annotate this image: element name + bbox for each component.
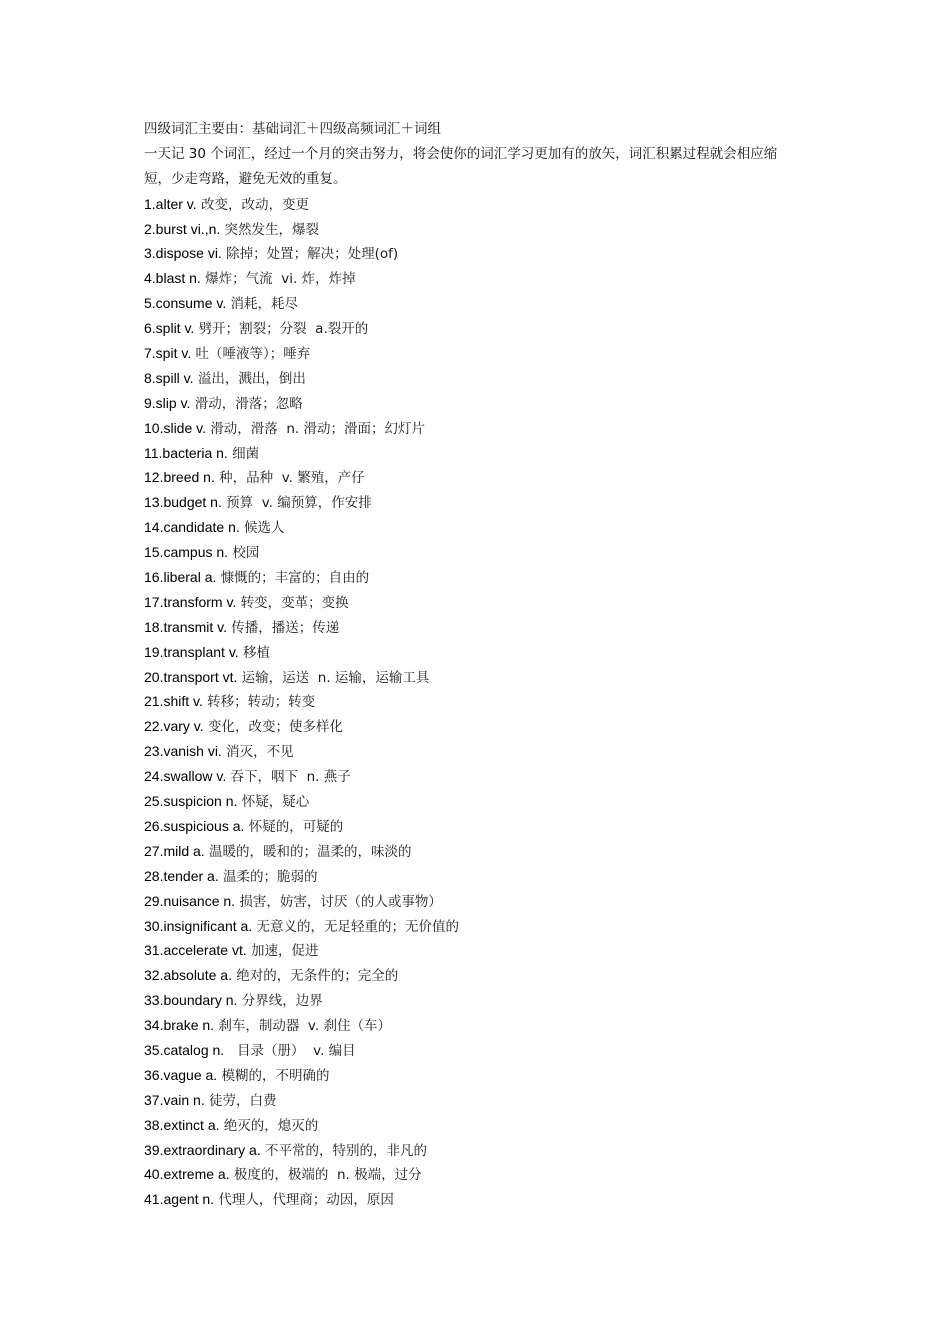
vocabulary-entry [144, 590, 824, 615]
entry-word: 19.transplant v. [144, 643, 239, 660]
entry-word: 3.dispose vi. [144, 245, 222, 262]
vocabulary-entry [144, 839, 824, 864]
entry-word: 12.breed n. [144, 469, 215, 486]
entry-definition: 候选人 [239, 520, 285, 537]
vocabulary-entry [144, 1138, 824, 1163]
vocabulary-entry [144, 490, 824, 515]
entry-word: 30.insignificant a. [144, 917, 253, 934]
entry-word: 20.transport vt. [144, 668, 238, 685]
entry-definition: 绝对的，无条件的；完全的 [231, 968, 399, 985]
vocabulary-entry [144, 1162, 824, 1187]
entry-definition: 除掉；处置；解决；处理(of) [221, 246, 399, 263]
entry-word: 38.extinct a. [144, 1116, 220, 1133]
entry-word: 17.transform v. [144, 593, 237, 610]
vocabulary-entry [144, 739, 824, 764]
vocabulary-entry [144, 665, 824, 690]
entry-word: 14.candidate n. [144, 519, 240, 536]
vocabulary-entry [144, 291, 824, 316]
entry-word: 9.slip v. [144, 394, 191, 411]
vocabulary-entry [144, 1088, 824, 1113]
entry-definition: 消灭，不见 [221, 744, 294, 761]
intro-line: 一天记 30 个词汇，经过一个月的突击努力，将会使你的词汇学习更加有的放矢，词汇积累过程就会相应缩 [144, 145, 778, 162]
vocabulary-entry [144, 416, 824, 441]
entry-definition: 吞下，咽下 n. 燕子 [226, 769, 351, 786]
intro-paragraph [144, 142, 824, 192]
vocabulary-entry [144, 914, 824, 939]
vocabulary-entry [144, 1113, 824, 1138]
entry-definition: 加速，促进 [246, 943, 319, 960]
vocabulary-entry [144, 764, 824, 789]
entry-definition: 怀疑，疑心 [237, 794, 310, 811]
vocabulary-entry [144, 789, 824, 814]
entry-definition: 爆炸；气流 vi. 炸，炸掉 [200, 271, 356, 288]
vocabulary-entry [144, 316, 824, 341]
document-body [144, 117, 824, 1212]
vocabulary-entry [144, 241, 824, 266]
entry-word: 2.burst vi.,n. [144, 220, 221, 237]
document-heading: 四级词汇主要由：基础词汇＋四级高频词汇＋词组 [144, 121, 441, 137]
entry-definition: 变化，改变；使多样化 [203, 719, 343, 736]
vocabulary-entry [144, 1013, 824, 1038]
vocabulary-entry [144, 814, 824, 839]
vocabulary-entry [144, 963, 824, 988]
entry-word: 32.absolute a. [144, 967, 232, 984]
entry-word: 10.slide v. [144, 419, 206, 436]
entry-word: 25.suspicion n. [144, 793, 238, 810]
vocabulary-entry [144, 217, 824, 242]
vocabulary-entry [144, 391, 824, 416]
entry-definition: 无意义的，无足轻重的；无价值的 [252, 918, 459, 935]
entry-definition: 移植 [238, 644, 270, 661]
entry-word: 15.campus n. [144, 544, 229, 561]
entry-definition: 温柔的；脆弱的 [218, 868, 318, 885]
entry-definition: 细菌 [227, 445, 260, 462]
entry-definition: 慷慨的；丰富的；自由的 [216, 570, 370, 587]
vocabulary-entry [144, 714, 824, 739]
entry-definition: 绝灭的，熄灭的 [219, 1117, 319, 1134]
entry-definition: 吐（唾液等）；唾弃 [191, 346, 311, 363]
entry-definition: 滑动，滑落 n. 滑动；滑面；幻灯片 [206, 420, 426, 437]
entry-word: 33.boundary n. [144, 992, 238, 1009]
entry-definition: 转移；转动；转变 [202, 694, 316, 711]
vocabulary-entry [144, 366, 824, 391]
entry-word: 8.spill v. [144, 369, 194, 386]
vocabulary-entry [144, 540, 824, 565]
entry-definition: 极度的，极端的 n. 极端，过分 [229, 1167, 422, 1184]
entry-word: 7.spit v. [144, 345, 192, 362]
entry-definition: 刹车，制动器 v. 刹住（车） [214, 1018, 391, 1035]
vocabulary-entry [144, 465, 824, 490]
vocabulary-entry [144, 938, 824, 963]
entry-word: 23.vanish vi. [144, 743, 222, 760]
vocabulary-entry [144, 441, 824, 466]
vocabulary-entry [144, 689, 824, 714]
entry-word: 6.split v. [144, 320, 195, 337]
entry-word: 18.transmit v. [144, 618, 227, 635]
vocabulary-entry [144, 615, 824, 640]
entry-word: 35.catalog n. [144, 1041, 225, 1058]
entry-word: 24.swallow v. [144, 768, 227, 785]
vocabulary-list [144, 192, 824, 1213]
entry-word: 40.extreme a. [144, 1166, 230, 1183]
entry-definition: 传播，播送；传递 [227, 619, 340, 636]
intro-line: 短，少走弯路，避免无效的重复。 [144, 170, 347, 187]
entry-definition: 种，品种 v. 繁殖，产仔 [214, 470, 365, 487]
vocabulary-entry [144, 1063, 824, 1088]
entry-definition: 模糊的，不明确的 [217, 1067, 330, 1084]
entry-word: 27.mild a. [144, 842, 205, 859]
entry-word: 21.shift v. [144, 693, 203, 710]
entry-definition: 代理人，代理商；动因，原因 [214, 1192, 394, 1209]
vocabulary-entry [144, 515, 824, 540]
entry-definition: 突然发生，爆裂 [220, 221, 320, 238]
entry-definition: 运输，运送 n. 运输，运输工具 [237, 669, 430, 686]
entry-definition: 徒劳，白费 [204, 1092, 277, 1109]
entry-definition: 预算 v. 编预算，作安排 [221, 495, 372, 512]
entry-definition: 滑动，滑落；忽略 [190, 395, 303, 412]
vocabulary-entry [144, 192, 824, 217]
entry-word: 11.bacteria n. [144, 444, 228, 461]
vocabulary-entry [144, 565, 824, 590]
vocabulary-entry [144, 1038, 824, 1063]
entry-definition: 损害，妨害，讨厌（的人或事物） [235, 893, 442, 910]
entry-definition: 溢出，溅出，倒出 [193, 370, 306, 387]
entry-definition: 劈开；割裂；分裂 a.裂开的 [194, 321, 369, 338]
entry-word: 22.vary v. [144, 718, 204, 735]
entry-word: 4.blast n. [144, 270, 201, 287]
entry-definition: 温暖的，暖和的；温柔的，味淡的 [204, 843, 412, 860]
entry-definition: 分界线，边界 [237, 993, 323, 1010]
entry-word: 28.tender a. [144, 867, 219, 884]
entry-word: 5.consume v. [144, 295, 227, 312]
vocabulary-entry [144, 864, 824, 889]
entry-word: 36.vague a. [144, 1066, 218, 1083]
entry-word: 34.brake n. [144, 1017, 215, 1034]
entry-definition: 怀疑的，可疑的 [244, 818, 344, 835]
entry-word: 41.agent n. [144, 1191, 215, 1208]
entry-definition: 目录（册） v. 编目 [224, 1042, 356, 1059]
vocabulary-entry [144, 341, 824, 366]
entry-word: 39.extraordinary a. [144, 1141, 261, 1158]
entry-definition: 转变，变革；变换 [236, 594, 349, 611]
entry-word: 31.accelerate vt. [144, 942, 247, 959]
entry-word: 13.budget n. [144, 494, 222, 511]
entry-definition: 不平常的，特别的，非凡的 [260, 1142, 428, 1159]
entry-word: 26.suspicious a. [144, 817, 245, 834]
vocabulary-entry [144, 266, 824, 291]
entry-definition: 校园 [228, 545, 260, 562]
vocabulary-entry [144, 640, 824, 665]
entry-word: 29.nuisance n. [144, 892, 236, 909]
vocabulary-entry [144, 1187, 824, 1212]
vocabulary-entry [144, 988, 824, 1013]
entry-word: 16.liberal a. [144, 569, 217, 586]
entry-word: 1.alter v. [144, 195, 197, 212]
entry-word: 37.vain n. [144, 1091, 205, 1108]
vocabulary-entry [144, 889, 824, 914]
entry-definition: 消耗，耗尽 [226, 296, 299, 313]
entry-definition: 改变，改动，变更 [196, 196, 309, 213]
